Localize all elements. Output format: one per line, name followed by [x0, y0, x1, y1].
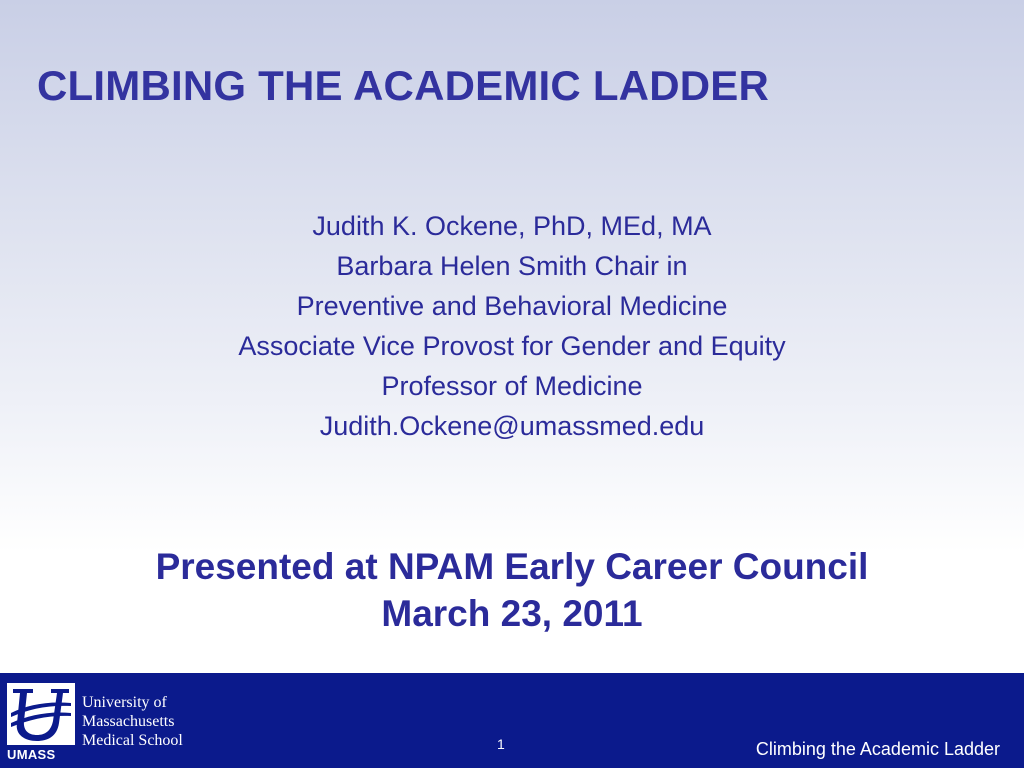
slide-number: 1	[497, 736, 505, 752]
presented-block	[0, 543, 1024, 637]
logo-umass-wordmark: UMASS	[7, 747, 56, 762]
footer-bar	[0, 673, 1024, 768]
logo-institution-name	[82, 693, 183, 750]
umass-u-logo-icon	[7, 683, 75, 745]
author-provost-title: Associate Vice Provost for Gender and Equity	[238, 331, 786, 361]
author-email: Judith.Ockene@umassmed.edu	[319, 411, 705, 441]
logo-line-1: University of	[82, 694, 167, 711]
logo-line-2: Massachusetts	[82, 713, 175, 730]
author-name: Judith K. Ockene, PhD, MEd, MA	[312, 211, 712, 241]
footer-title: Climbing the Academic Ladder	[755, 739, 1000, 759]
author-chair-line-2: Preventive and Behavioral Medicine	[296, 291, 728, 321]
umass-logo	[7, 683, 207, 763]
author-block	[0, 206, 1024, 446]
author-professor-title: Professor of Medicine	[381, 371, 643, 401]
author-chair-line-1: Barbara Helen Smith Chair in	[336, 251, 688, 281]
logo-line-3: Medical School	[82, 732, 183, 749]
presented-at: Presented at NPAM Early Career Council	[155, 546, 869, 587]
slide-title: CLIMBING THE ACADEMIC LADDER	[37, 62, 770, 109]
presented-date: March 23, 2011	[381, 593, 643, 634]
